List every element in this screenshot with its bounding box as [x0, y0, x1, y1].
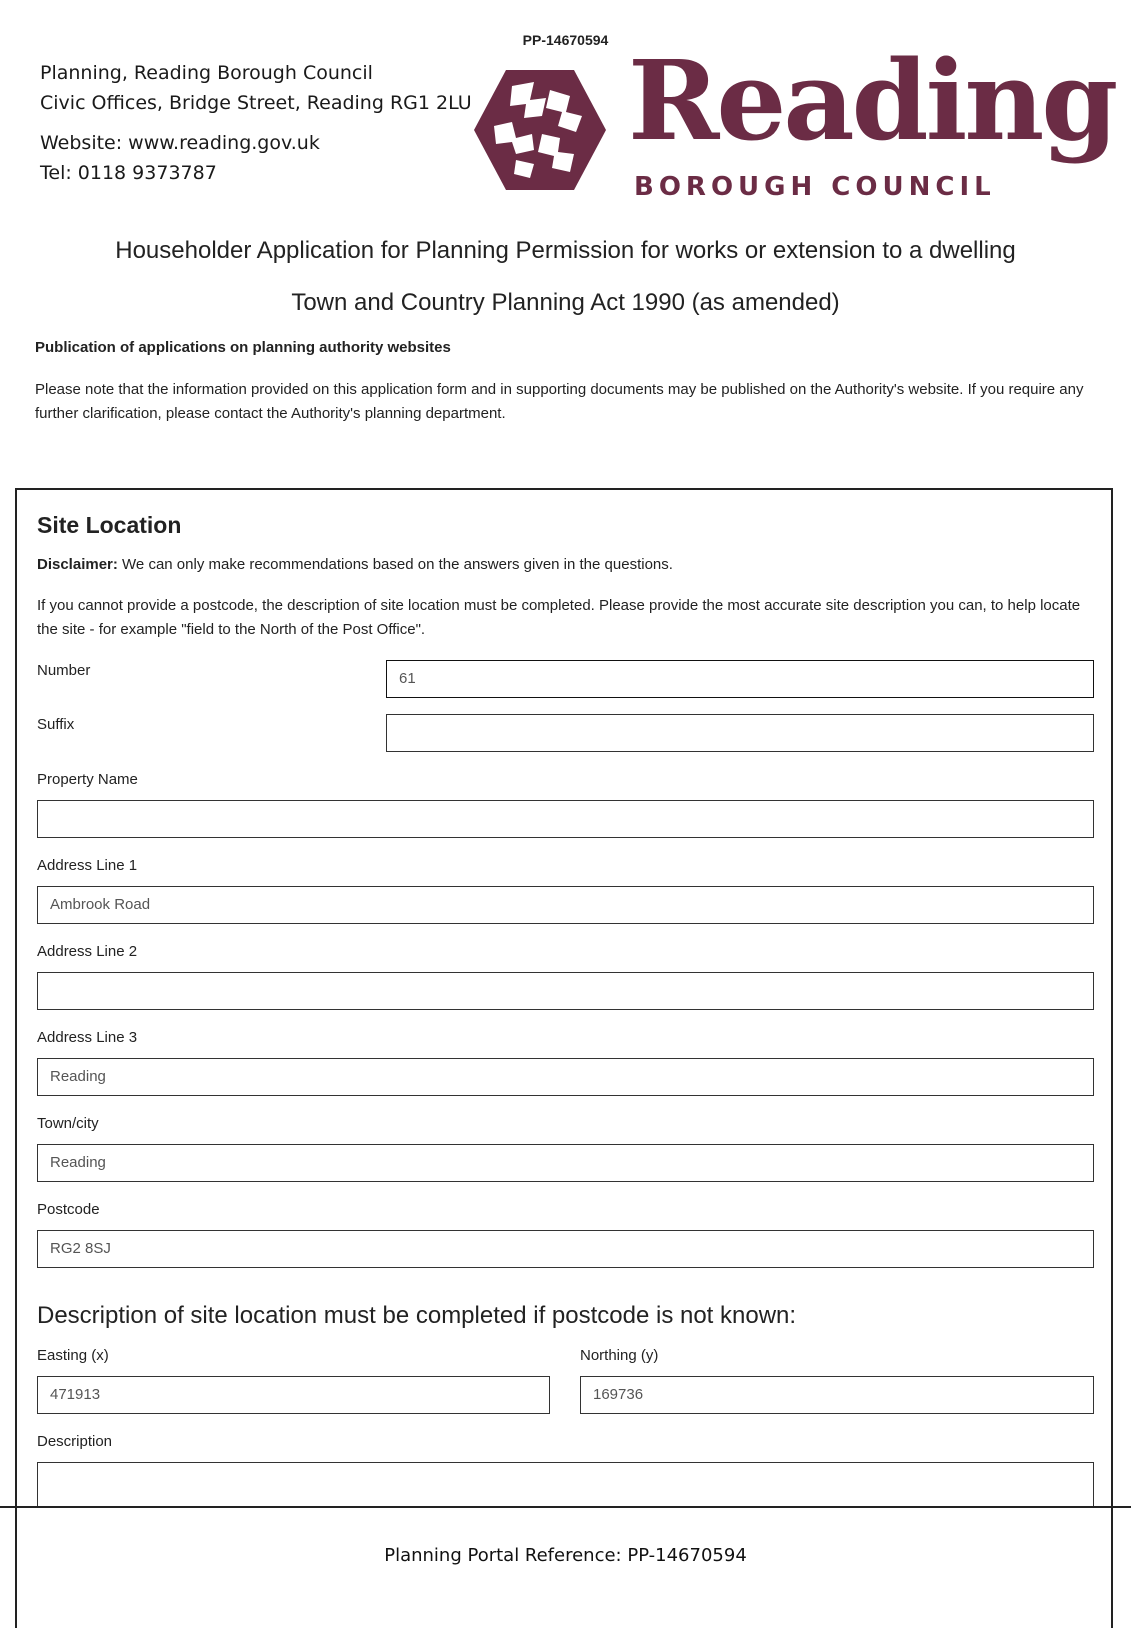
- easting-field[interactable]: 471913: [37, 1376, 550, 1414]
- form-act-title: Town and Country Planning Act 1990 (as amended): [291, 289, 840, 316]
- address-line-2-field[interactable]: [37, 972, 1094, 1010]
- address-line-2-label: Address Line 2: [37, 943, 138, 960]
- publication-heading: Publication of applications on planning authority websites: [35, 339, 451, 356]
- postcode-field[interactable]: RG2 8SJ: [37, 1230, 1094, 1268]
- address-line-1-field[interactable]: Ambrook Road: [37, 886, 1094, 924]
- council-name: Planning, Reading Borough Council: [40, 62, 373, 84]
- section-title: Site Location: [37, 512, 182, 538]
- council-address: Civic Offices, Bridge Street, Reading RG1 2LU: [40, 92, 472, 114]
- suffix-field[interactable]: [386, 714, 1094, 752]
- number-label: Number: [37, 662, 91, 679]
- northing-field[interactable]: 169736: [580, 1376, 1094, 1414]
- description-field[interactable]: [37, 1462, 1094, 1506]
- address-line-3-field[interactable]: Reading: [37, 1058, 1094, 1096]
- description-heading: Description of site location must be completed if postcode is not known:: [37, 1302, 797, 1329]
- disclaimer-text: We can only make recommendations based on the answers given in the questions.: [122, 556, 673, 573]
- reference-number: PP-14670594: [522, 32, 609, 48]
- form-title: Householder Application for Planning Permission for works or extension to a dwelling: [115, 237, 1016, 264]
- logo-subtitle: BOROUGH COUNCIL: [634, 172, 996, 202]
- hexagon-puzzle-icon: [472, 68, 608, 192]
- easting-label: Easting (x): [37, 1347, 109, 1364]
- footer-reference: Planning Portal Reference: PP-14670594: [384, 1545, 747, 1566]
- postcode-label: Postcode: [37, 1201, 100, 1218]
- address-line-1-label: Address Line 1: [37, 857, 138, 874]
- publication-text: Please note that the information provided on this application form and in supporting documents may be published on the Authority's website. If you require any further clarification, please contact the Authority's planning department.: [35, 381, 1084, 422]
- description-label: Description: [37, 1433, 113, 1450]
- disclaimer: [37, 556, 673, 573]
- address-line-3-label: Address Line 3: [37, 1029, 138, 1046]
- page-bottom-divider: [0, 1506, 1131, 1508]
- number-field[interactable]: 61: [386, 660, 1094, 698]
- council-tel: Tel: 0118 9373787: [40, 162, 217, 184]
- logo-wordmark: Reading: [628, 36, 1116, 165]
- property-name-label: Property Name: [37, 771, 138, 788]
- property-name-field[interactable]: [37, 800, 1094, 838]
- northing-label: Northing (y): [580, 1347, 659, 1364]
- town-city-label: Town/city: [37, 1115, 99, 1132]
- suffix-label: Suffix: [37, 716, 75, 733]
- council-website: Website: www.reading.gov.uk: [40, 132, 320, 154]
- site-location-info: If you cannot provide a postcode, the description of site location must be completed. Please provide the most accurate site description you can, to help locate the site - for example "field to the North of the Post Office".: [37, 597, 1081, 638]
- town-city-field[interactable]: Reading: [37, 1144, 1094, 1182]
- disclaimer-label: Disclaimer:: [37, 556, 118, 573]
- council-contact-block: [40, 58, 472, 188]
